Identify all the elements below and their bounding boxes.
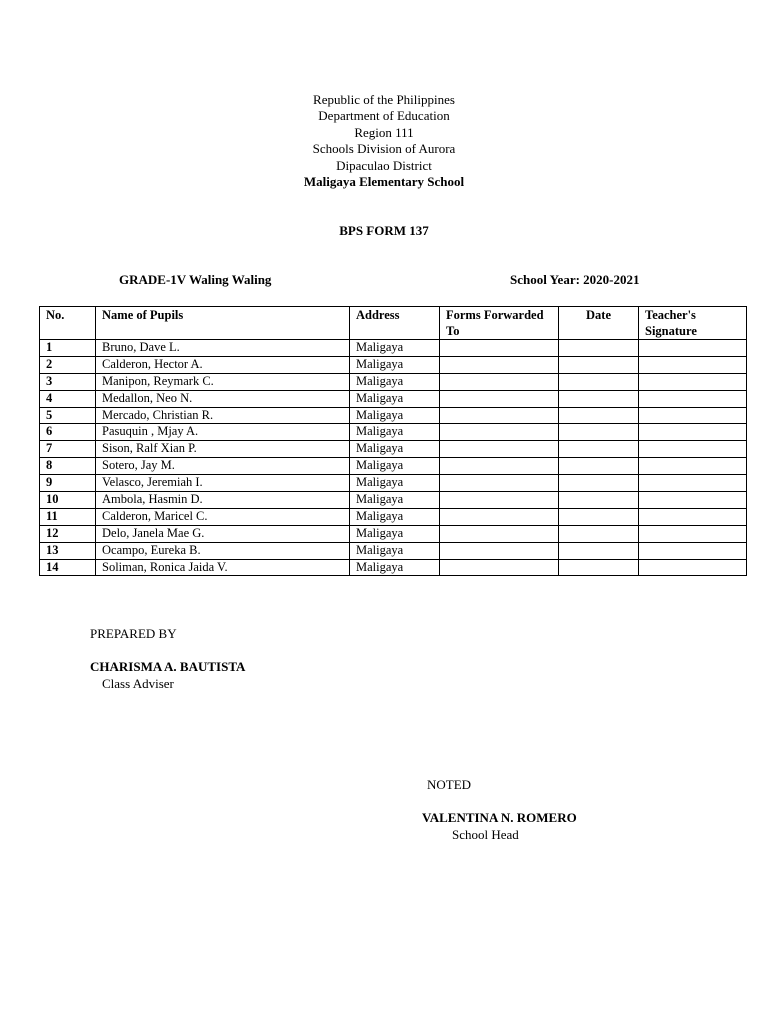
letterhead-district: Dipaculao District <box>336 157 432 173</box>
cell-no: 13 <box>40 542 96 559</box>
cell-teacher-signature <box>639 525 747 542</box>
letterhead-country: Republic of the Philippines <box>313 92 455 107</box>
cell-no: 14 <box>40 559 96 576</box>
table-row <box>40 340 747 357</box>
cell-no: 8 <box>40 458 96 475</box>
cell-pupil-name: Medallon, Neo N. <box>96 390 350 407</box>
cell-pupil-name: Bruno, Dave L. <box>96 340 350 357</box>
cell-pupil-name: Ocampo, Eureka B. <box>96 542 350 559</box>
header-no: No. <box>40 307 96 340</box>
cell-teacher-signature <box>639 475 747 492</box>
cell-address: Maligaya <box>350 356 440 373</box>
header-address: Address <box>350 307 440 340</box>
cell-date <box>559 458 639 475</box>
cell-teacher-signature <box>639 373 747 390</box>
cell-address: Maligaya <box>350 458 440 475</box>
cell-pupil-name: Soliman, Ronica Jaida V. <box>96 559 350 576</box>
pupil-roster-table <box>39 306 747 576</box>
header-date: Date <box>559 307 639 340</box>
cell-no: 4 <box>40 390 96 407</box>
table-row <box>40 542 747 559</box>
table-row <box>40 441 747 458</box>
cell-address: Maligaya <box>350 559 440 576</box>
cell-forms-forwarded <box>440 356 559 373</box>
header-forms-forwarded: Forms Forwarded To <box>440 307 559 340</box>
cell-date <box>559 492 639 509</box>
form-title: BPS FORM 137 <box>339 223 429 238</box>
cell-date <box>559 542 639 559</box>
table-row <box>40 492 747 509</box>
cell-forms-forwarded <box>440 390 559 407</box>
cell-no: 9 <box>40 475 96 492</box>
prepared-by-label: PREPARED BY <box>90 626 177 641</box>
header-teacher-signature: Teacher's Signature <box>639 307 747 340</box>
cell-date <box>559 373 639 390</box>
cell-teacher-signature <box>639 508 747 525</box>
cell-teacher-signature <box>639 407 747 424</box>
table-row <box>40 424 747 441</box>
cell-teacher-signature <box>639 441 747 458</box>
preparer-title: Class Adviser <box>102 676 174 691</box>
cell-pupil-name: Delo, Janela Mae G. <box>96 525 350 542</box>
letterhead-region: Region 111 <box>354 124 414 140</box>
preparer-name: CHARISMA A. BAUTISTA <box>90 659 246 674</box>
cell-forms-forwarded <box>440 373 559 390</box>
cell-forms-forwarded <box>440 508 559 525</box>
cell-date <box>559 424 639 441</box>
cell-address: Maligaya <box>350 508 440 525</box>
cell-address: Maligaya <box>350 390 440 407</box>
table-row <box>40 458 747 475</box>
table-row <box>40 559 747 576</box>
cell-no: 5 <box>40 407 96 424</box>
table-header-row <box>40 307 747 340</box>
table-body <box>40 340 747 576</box>
cell-forms-forwarded <box>440 441 559 458</box>
school-year: School Year: 2020-2021 <box>510 272 640 287</box>
table-row <box>40 525 747 542</box>
cell-teacher-signature <box>639 492 747 509</box>
cell-no: 3 <box>40 373 96 390</box>
cell-forms-forwarded <box>440 542 559 559</box>
header-name: Name of Pupils <box>96 307 350 340</box>
cell-pupil-name: Manipon, Reymark C. <box>96 373 350 390</box>
cell-no: 1 <box>40 340 96 357</box>
letterhead <box>0 92 768 190</box>
cell-teacher-signature <box>639 356 747 373</box>
cell-pupil-name: Calderon, Maricel C. <box>96 508 350 525</box>
school-head-title: School Head <box>452 827 519 842</box>
table-row <box>40 390 747 407</box>
cell-teacher-signature <box>639 559 747 576</box>
letterhead-division: Schools Division of Aurora <box>312 141 456 157</box>
cell-pupil-name: Velasco, Jeremiah I. <box>96 475 350 492</box>
table-row <box>40 475 747 492</box>
cell-forms-forwarded <box>440 525 559 542</box>
cell-teacher-signature <box>639 424 747 441</box>
cell-address: Maligaya <box>350 424 440 441</box>
noted-label: NOTED <box>427 777 472 792</box>
cell-teacher-signature <box>639 340 747 357</box>
cell-forms-forwarded <box>440 424 559 441</box>
cell-teacher-signature <box>639 542 747 559</box>
cell-no: 12 <box>40 525 96 542</box>
cell-pupil-name: Sotero, Jay M. <box>96 458 350 475</box>
letterhead-department: Department of Education <box>318 108 450 124</box>
school-head-name: VALENTINA N. ROMERO <box>422 810 577 825</box>
cell-pupil-name: Calderon, Hector A. <box>96 356 350 373</box>
cell-date <box>559 475 639 492</box>
cell-date <box>559 356 639 373</box>
cell-forms-forwarded <box>440 407 559 424</box>
cell-date <box>559 340 639 357</box>
cell-teacher-signature <box>639 390 747 407</box>
cell-address: Maligaya <box>350 441 440 458</box>
cell-teacher-signature <box>639 458 747 475</box>
cell-address: Maligaya <box>350 407 440 424</box>
cell-no: 7 <box>40 441 96 458</box>
grade-section: GRADE-1V Waling Waling <box>119 272 272 287</box>
table-row <box>40 508 747 525</box>
cell-date <box>559 390 639 407</box>
cell-address: Maligaya <box>350 373 440 390</box>
cell-date <box>559 525 639 542</box>
table-row <box>40 407 747 424</box>
cell-forms-forwarded <box>440 458 559 475</box>
cell-pupil-name: Ambola, Hasmin D. <box>96 492 350 509</box>
cell-forms-forwarded <box>440 340 559 357</box>
cell-address: Maligaya <box>350 542 440 559</box>
cell-no: 10 <box>40 492 96 509</box>
table-row <box>40 373 747 390</box>
cell-forms-forwarded <box>440 559 559 576</box>
cell-date <box>559 407 639 424</box>
cell-address: Maligaya <box>350 525 440 542</box>
cell-pupil-name: Mercado, Christian R. <box>96 407 350 424</box>
cell-address: Maligaya <box>350 492 440 509</box>
cell-date <box>559 441 639 458</box>
cell-address: Maligaya <box>350 475 440 492</box>
cell-pupil-name: Sison, Ralf Xian P. <box>96 441 350 458</box>
cell-date <box>559 508 639 525</box>
cell-forms-forwarded <box>440 475 559 492</box>
cell-no: 11 <box>40 508 96 525</box>
cell-pupil-name: Pasuquin , Mjay A. <box>96 424 350 441</box>
cell-address: Maligaya <box>350 340 440 357</box>
cell-forms-forwarded <box>440 492 559 509</box>
cell-no: 2 <box>40 356 96 373</box>
letterhead-school-name: Maligaya Elementary School <box>303 174 465 190</box>
cell-no: 6 <box>40 424 96 441</box>
table-row <box>40 356 747 373</box>
cell-date <box>559 559 639 576</box>
